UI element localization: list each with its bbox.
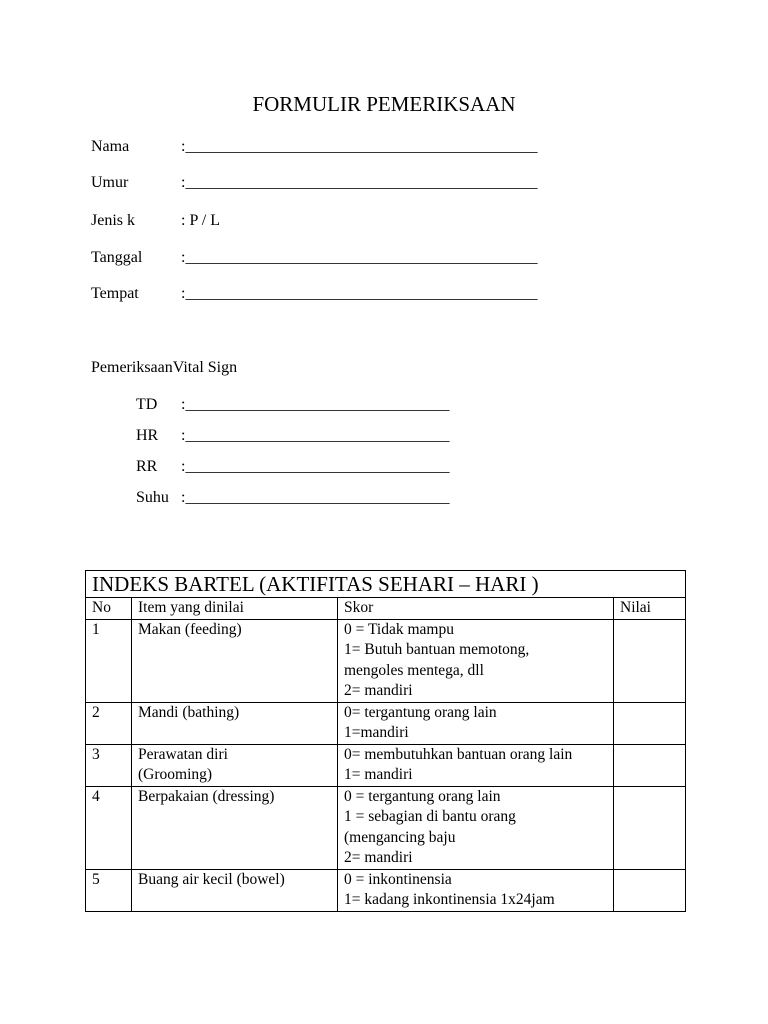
table-row <box>86 619 686 702</box>
field-value-umur[interactable]: :____________________________________________ <box>181 174 538 191</box>
row-nilai-cell[interactable] <box>614 869 686 911</box>
row-skor <box>338 786 614 869</box>
row-number: 3 <box>86 744 132 786</box>
vital-label-suhu: Suhu <box>136 489 169 506</box>
row-item-line: Buang air kecil (bowel) <box>138 870 285 888</box>
row-skor-line: 1= kadang inkontinensia 1x24jam <box>344 891 555 908</box>
row-number: 5 <box>86 869 132 911</box>
table-header-row <box>86 598 686 620</box>
field-value-jenis-kelamin[interactable]: : P / L <box>181 212 220 229</box>
row-skor-line: (mengancing baju <box>344 828 456 846</box>
row-item-line: Berpakaian (dressing) <box>138 787 275 805</box>
field-value-tempat[interactable]: :____________________________________________ <box>181 285 538 302</box>
column-header-nilai: Nilai <box>614 598 686 620</box>
row-skor-line: mengoles mentega, dll <box>344 661 484 679</box>
row-number: 1 <box>86 619 132 702</box>
table-row <box>86 786 686 869</box>
row-item <box>132 702 338 744</box>
row-skor <box>338 744 614 786</box>
row-skor-line: 0= tergantung orang lain <box>344 703 497 721</box>
vital-value-suhu[interactable]: :_________________________________ <box>181 489 450 506</box>
table-row <box>86 744 686 786</box>
vital-value-rr[interactable]: :_________________________________ <box>181 458 450 475</box>
row-skor-line: 2= mandiri <box>344 849 413 866</box>
column-header-item: Item yang dinilai <box>132 598 338 620</box>
page-title: FORMULIR PEMERIKSAAN <box>252 92 516 116</box>
field-label-jenis-kelamin: Jenis k <box>91 212 135 229</box>
field-label-tanggal: Tanggal <box>91 249 143 266</box>
row-item <box>132 869 338 911</box>
row-item <box>132 744 338 786</box>
table-title: INDEKS BARTEL (AKTIFITAS SEHARI – HARI ) <box>86 571 686 598</box>
row-skor-line: 0 = tergantung orang lain <box>344 787 501 805</box>
row-skor <box>338 869 614 911</box>
vital-label-td: TD <box>136 396 158 413</box>
field-label-tempat: Tempat <box>91 285 139 302</box>
row-skor <box>338 702 614 744</box>
row-nilai-cell[interactable] <box>614 786 686 869</box>
vital-value-hr[interactable]: :_________________________________ <box>181 427 450 444</box>
row-item <box>132 619 338 702</box>
row-skor-line: 1= Butuh bantuan memotong, <box>344 641 530 658</box>
table-row <box>86 869 686 911</box>
field-value-tanggal[interactable]: :____________________________________________ <box>181 249 538 266</box>
vital-label-hr: HR <box>136 427 159 444</box>
vital-label-rr: RR <box>136 458 158 475</box>
row-skor-line: 0 = Tidak mampu <box>344 620 454 638</box>
row-item-line: (Grooming) <box>138 766 213 783</box>
row-number: 2 <box>86 702 132 744</box>
field-value-nama[interactable]: :____________________________________________ <box>181 138 538 155</box>
row-skor-line: 2= mandiri <box>344 682 413 699</box>
row-nilai-cell[interactable] <box>614 619 686 702</box>
field-label-umur: Umur <box>91 174 129 191</box>
field-label-nama: Nama <box>91 138 130 155</box>
row-nilai-cell[interactable] <box>614 702 686 744</box>
column-header-no: No <box>86 598 132 620</box>
row-skor <box>338 619 614 702</box>
row-skor-line: 1 = sebagian di bantu orang <box>344 808 516 825</box>
row-item <box>132 786 338 869</box>
vital-value-td[interactable]: :_________________________________ <box>181 396 450 413</box>
row-skor-line: 1=mandiri <box>344 724 409 741</box>
row-nilai-cell[interactable] <box>614 744 686 786</box>
row-skor-line: 0= membutuhkan bantuan orang lain <box>344 745 573 763</box>
row-item-line: Makan (feeding) <box>138 620 242 638</box>
row-item-line: Mandi (bathing) <box>138 703 240 721</box>
column-header-skor: Skor <box>338 598 614 620</box>
row-number: 4 <box>86 786 132 869</box>
table-row <box>86 702 686 744</box>
vital-sign-heading: PemeriksaanVital Sign <box>91 359 238 376</box>
row-skor-line: 0 = inkontinensia <box>344 870 452 888</box>
row-skor-line: 1= mandiri <box>344 766 413 783</box>
row-item-line: Perawatan diri <box>138 745 228 763</box>
barthel-index-table <box>85 570 686 912</box>
